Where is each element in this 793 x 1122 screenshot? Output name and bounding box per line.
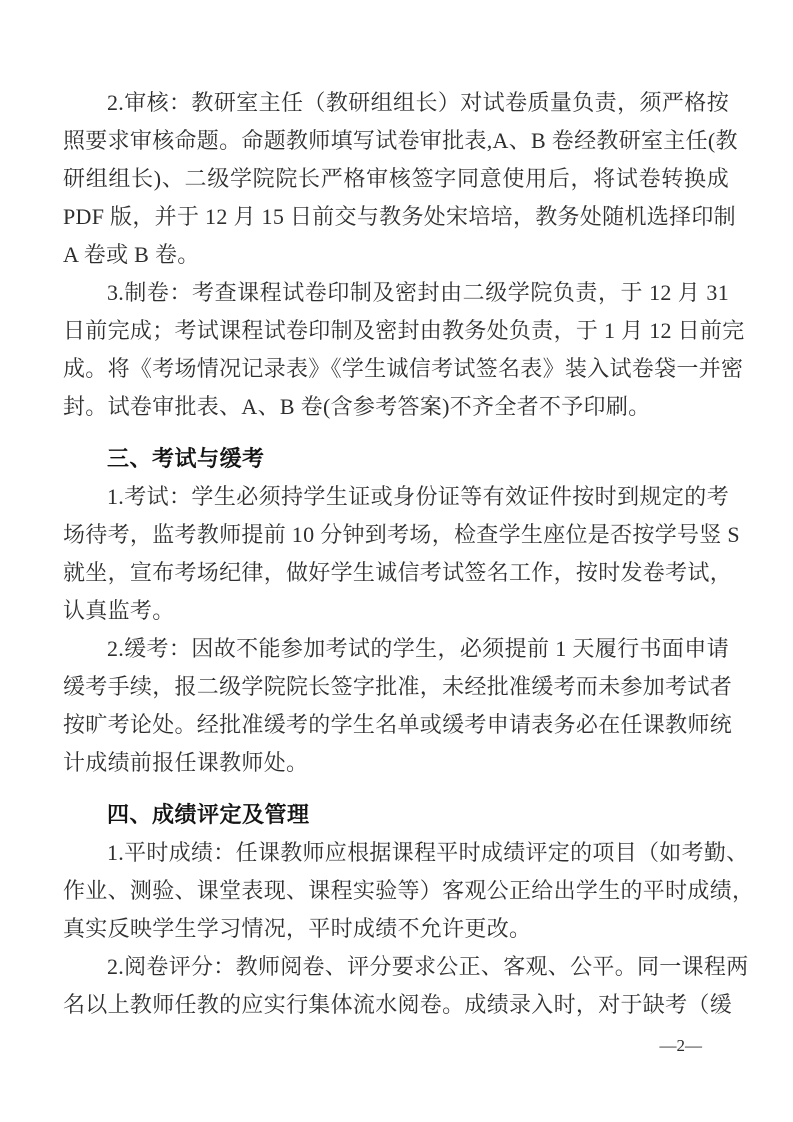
- text-line: 2.审核：教研室主任（教研组组长）对试卷质量负责，须严格按: [107, 90, 729, 115]
- document-content: [63, 84, 755, 1024]
- text-line: 成。将《考场情况记录表》《学生诚信考试签名表》装入试卷袋一并密: [63, 356, 744, 381]
- section-heading: 三、考试与缓考: [107, 446, 265, 471]
- paragraph: [63, 274, 745, 426]
- text-line: 2.缓考：因故不能参加考试的学生，必须提前 1 天履行书面申请: [107, 636, 729, 661]
- section-heading: 四、成绩评定及管理: [107, 802, 310, 827]
- text-line: 2.阅卷评分：教师阅卷、评分要求公正、客观、公平。同一课程两: [107, 954, 749, 979]
- text-line: 照要求审核命题。命题教师填写试卷审批表,A、B 卷经教研室主任(教: [63, 128, 738, 153]
- text-line: 1.平时成绩：任课教师应根据课程平时成绩评定的项目（如考勤、: [107, 840, 749, 865]
- paragraph: [63, 478, 740, 630]
- text-line: 封。试卷审批表、A、B 卷(含参考答案)不齐全者不予印刷。: [63, 394, 651, 419]
- paragraph: [63, 630, 733, 782]
- text-line: 1.考试：学生必须持学生证或身份证等有效证件按时到规定的考: [107, 484, 729, 509]
- text-line: 日前完成；考试课程试卷印制及密封由教务处负责，于 1 月 12 日前完: [63, 318, 745, 343]
- text-line: 就坐，宣布考场纪律，做好学生诚信考试签名工作，按时发卷考试，: [63, 560, 733, 585]
- text-line: 3.制卷：考查课程试卷印制及密封由二级学院负责，于 12 月 31: [107, 280, 729, 305]
- text-line: 缓考手续，报二级学院院长签字批准，未经批准缓考而未参加考试者: [63, 674, 733, 699]
- text-line: 认真监考。: [63, 598, 175, 623]
- page-number: —2—: [659, 1036, 702, 1055]
- text-line: 研组组长)、二级学院院长严格审核签字同意使用后，将试卷转换成: [63, 166, 729, 191]
- text-line: 按旷考论处。经批准缓考的学生名单或缓考申请表务必在任课教师统: [63, 712, 733, 737]
- text-line: A 卷或 B 卷。: [63, 242, 200, 267]
- text-line: 场待考，监考教师提前 10 分钟到考场，检查学生座位是否按学号竖 S: [63, 522, 740, 547]
- text-line: PDF 版，并于 12 月 15 日前交与教务处宋培培，教务处随机选择印制: [63, 204, 736, 229]
- paragraph: [63, 84, 738, 274]
- text-line: 作业、测验、课堂表现、课程实验等）客观公正给出学生的平时成绩，: [63, 878, 755, 903]
- paragraph: [63, 948, 749, 1024]
- text-line: 名以上教师任教的应实行集体流水阅卷。成绩录入时，对于缺考（缓: [63, 992, 733, 1017]
- text-line: 计成绩前报任课教师处。: [63, 750, 309, 775]
- text-line: 真实反映学生学习情况，平时成绩不允许更改。: [63, 916, 532, 941]
- paragraph: [63, 834, 755, 948]
